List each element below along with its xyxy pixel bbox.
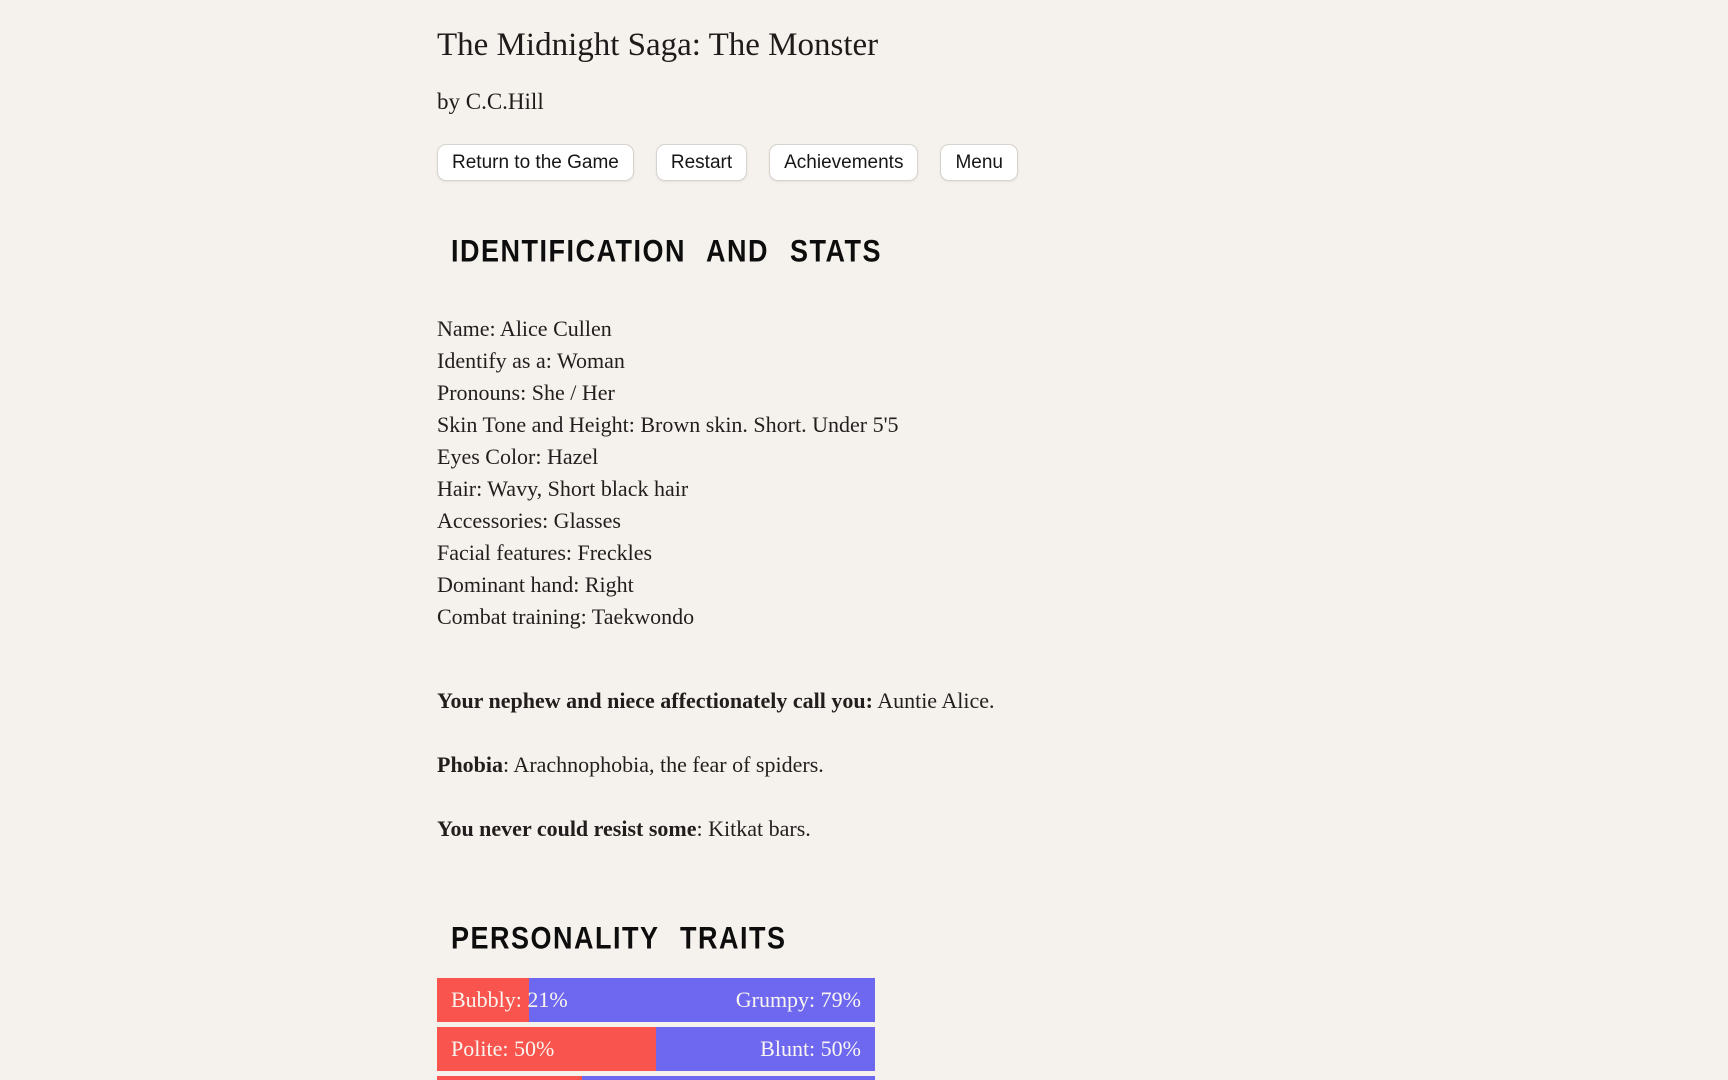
game-title: The Midnight Saga: The Monster	[437, 27, 879, 63]
trait-bar-third-cutoff	[437, 1076, 875, 1080]
menu-button[interactable]: Menu	[940, 144, 1018, 181]
stat-line-eyes: Eyes Color: Hazel	[437, 444, 599, 469]
stats-list	[437, 313, 1291, 633]
restart-button[interactable]: Restart	[656, 144, 747, 181]
note-nickname	[437, 685, 1291, 717]
stat-line-hair: Hair: Wavy, Short black hair	[437, 476, 689, 501]
stat-line-dominant-hand: Dominant hand: Right	[437, 572, 634, 597]
stat-line-pronouns: Pronouns: She / Her	[437, 380, 615, 405]
stat-line-skin-height: Skin Tone and Height: Brown skin. Short. Under 5'5	[437, 412, 899, 437]
stat-line-accessories: Accessories: Glasses	[437, 508, 621, 533]
stat-line-identity: Identify as a: Woman	[437, 348, 625, 373]
personality-traits-heading: PERSONALITY TRAITS	[451, 920, 787, 956]
achievements-button[interactable]: Achievements	[769, 144, 918, 181]
note-treat-label: You never could resist some	[437, 816, 697, 841]
note-phobia	[437, 749, 1291, 781]
stat-line-facial-features: Facial features: Freckles	[437, 540, 653, 565]
note-phobia-text: : Arachnophobia, the fear of spiders.	[503, 752, 824, 777]
stat-line-name: Name: Alice Cullen	[437, 316, 612, 341]
note-nickname-label: Your nephew and niece affectionately call you:	[437, 688, 873, 713]
note-nickname-text: Auntie Alice.	[872, 688, 995, 713]
author-byline: by C.C.Hill	[437, 89, 544, 114]
note-treat	[437, 813, 1291, 845]
trait-bar-third-fill	[437, 1076, 582, 1080]
stats-page	[437, 0, 1291, 1080]
toolbar	[437, 144, 1291, 181]
personality-bars	[437, 978, 875, 1080]
trait-label-grumpy: Grumpy: 79%	[735, 987, 861, 1012]
trait-label-bubbly: Bubbly: 21%	[451, 987, 568, 1012]
note-phobia-label: Phobia	[437, 752, 504, 777]
trait-bar-bubbly-grumpy	[437, 978, 875, 1022]
note-treat-text: : Kitkat bars.	[696, 816, 811, 841]
trait-bar-polite-blunt	[437, 1027, 875, 1071]
identification-stats-heading: IDENTIFICATION AND STATS	[451, 233, 882, 269]
trait-label-blunt: Blunt: 50%	[760, 1036, 861, 1061]
trait-label-polite: Polite: 50%	[451, 1036, 555, 1061]
return-to-game-button[interactable]: Return to the Game	[437, 144, 634, 181]
stat-line-combat-training: Combat training: Taekwondo	[437, 604, 695, 629]
